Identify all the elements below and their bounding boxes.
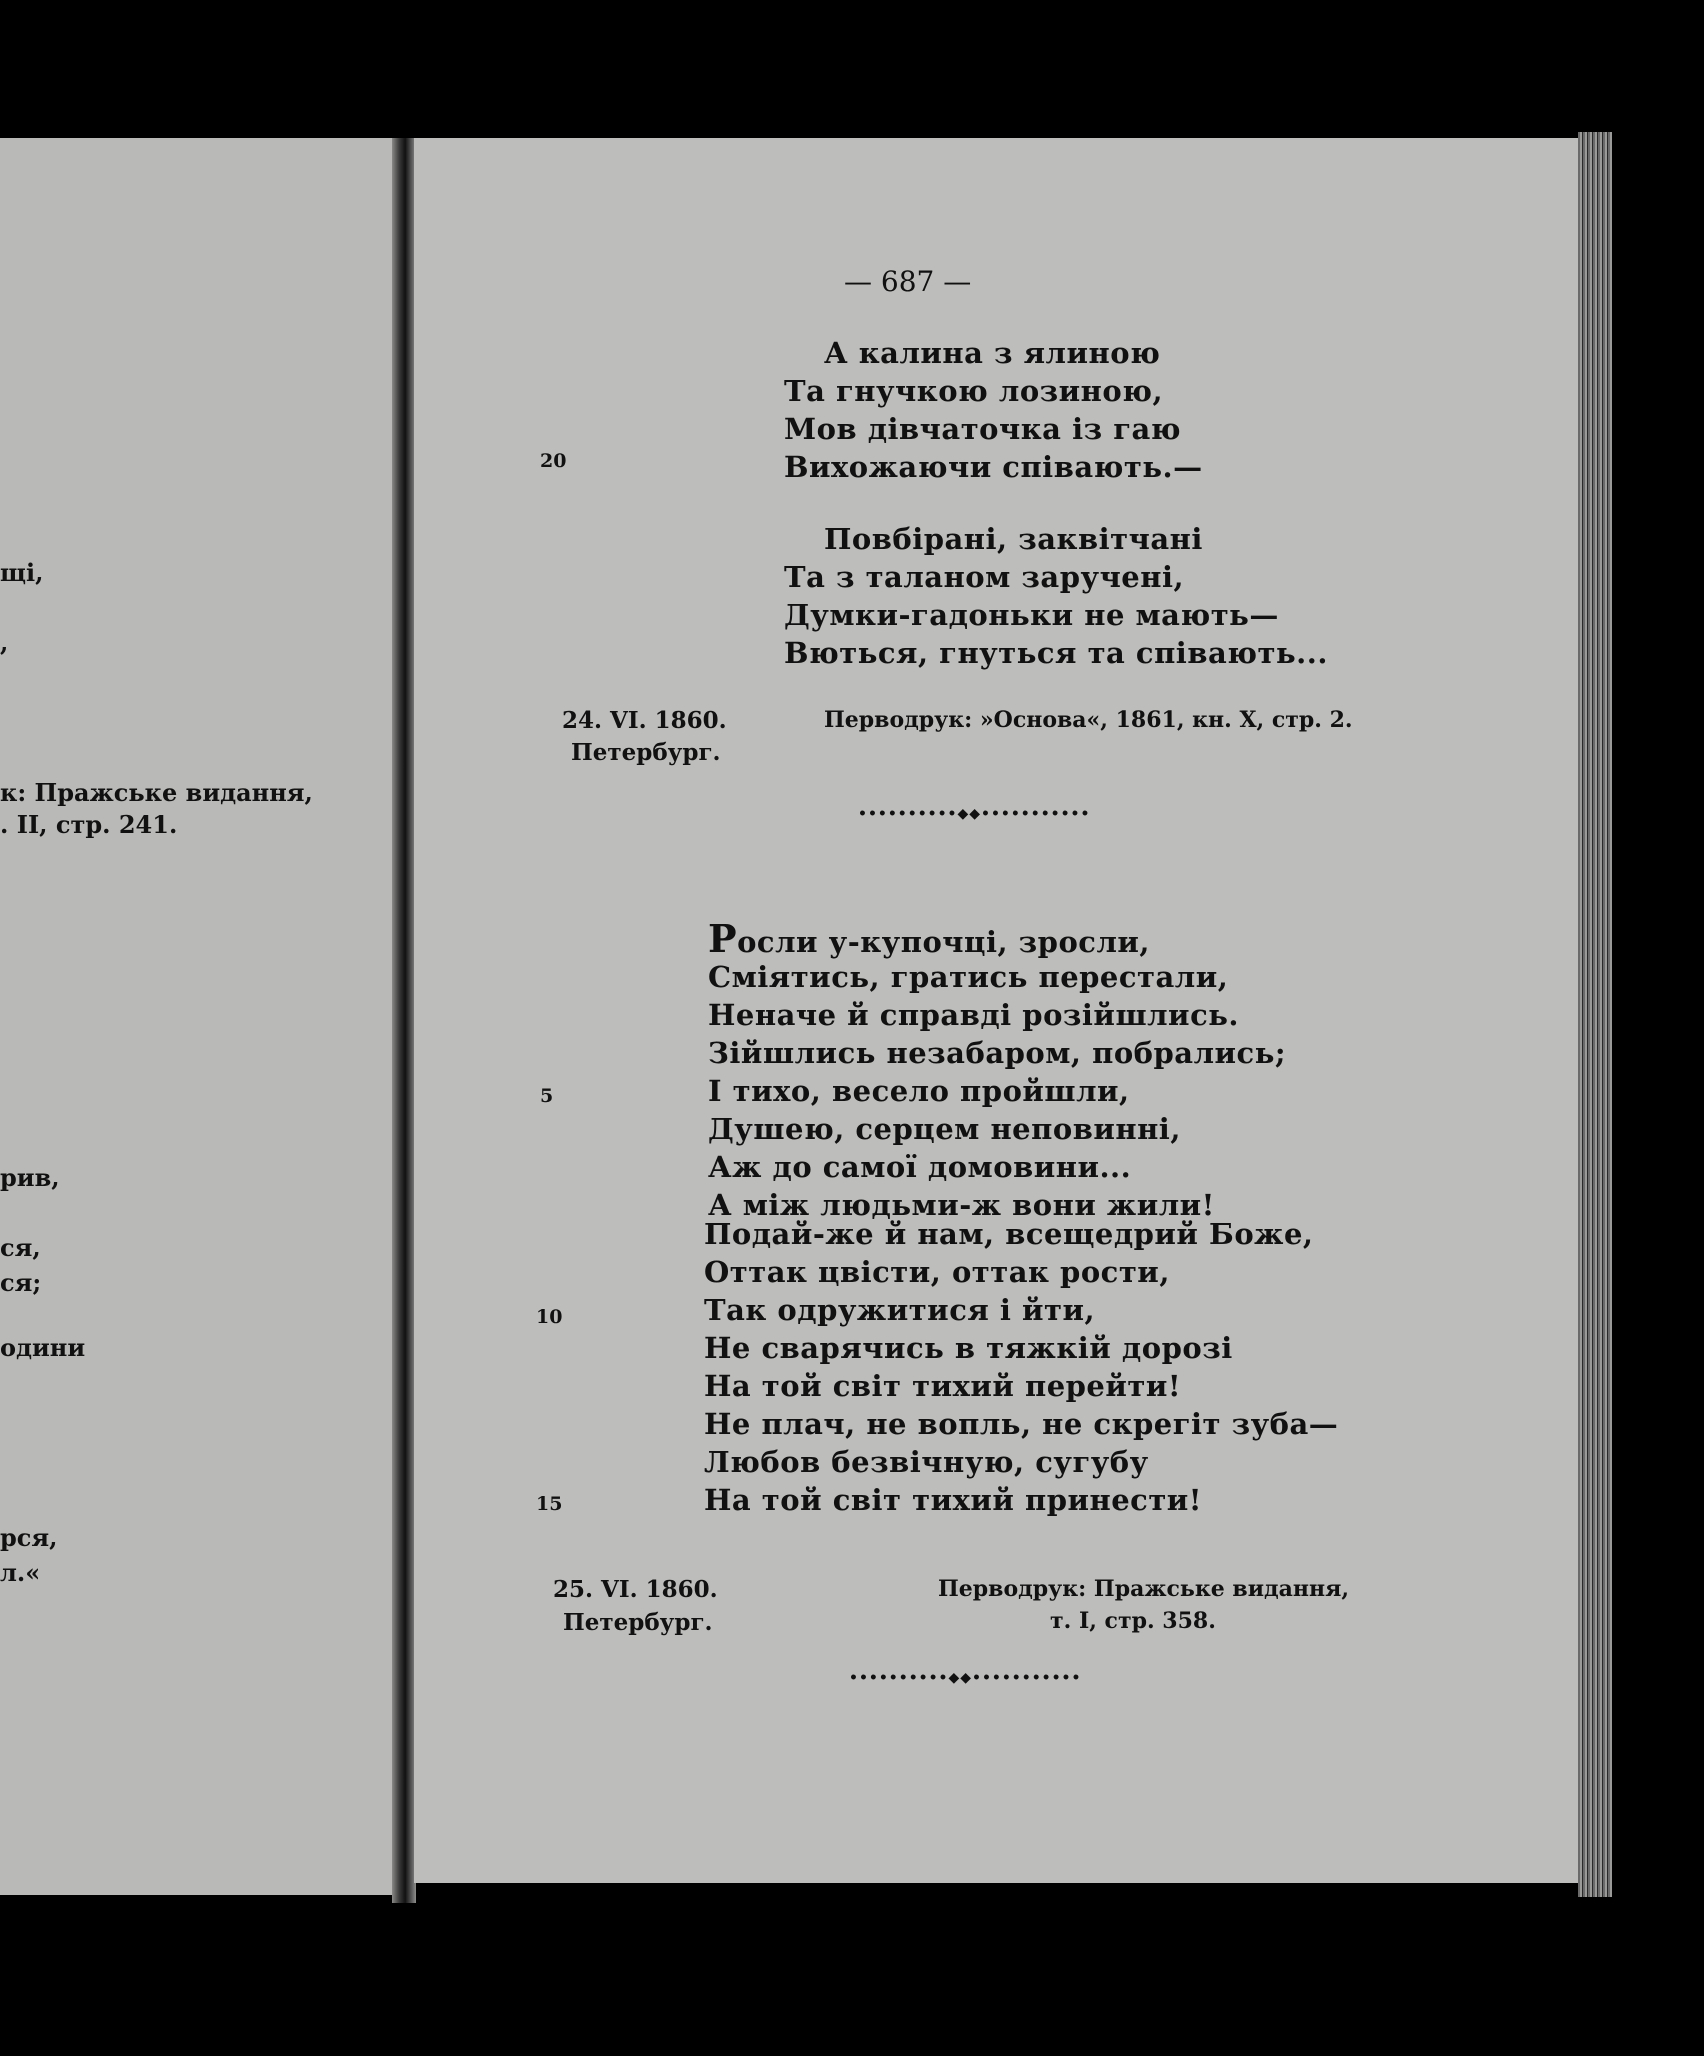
verse-line: Подай-же й нам, всещедрий Боже, [704, 1217, 1314, 1251]
verse-line: І тихо, весело пройшли, [708, 1074, 1130, 1108]
poem2-source-line1: Перводрук: Пражське видання, [938, 1576, 1350, 1602]
line-number: 20 [540, 450, 567, 472]
verse-line: Оттак цвісти, оттак рости, [704, 1255, 1170, 1289]
verse-line: На той світ тихий принести! [704, 1483, 1203, 1517]
line-number: 10 [536, 1306, 563, 1328]
section-separator: ••••••••••◆◆••••••••••• [858, 806, 1091, 822]
verse-line: Повбірані, заквітчані [824, 522, 1203, 556]
left-fragment: . II, стр. 241. [0, 810, 178, 839]
poem2-stanza1 [708, 916, 1287, 1224]
verse-line: Не плач, не вопль, не скрегіт зуба— [704, 1407, 1339, 1441]
verse-line: Вються, гнуться та співають... [784, 636, 1328, 670]
left-fragment: ся, [0, 1233, 41, 1262]
left-fragment: рся, [0, 1523, 58, 1552]
verse-line: Та гнучкою лозиною, [784, 374, 1164, 408]
verse-line: На той світ тихий перейти! [704, 1369, 1182, 1403]
left-fragment: ся; [0, 1268, 42, 1297]
verse-line: А між людьми-ж вони жили! [708, 1188, 1215, 1222]
verse-line: Вихожаючи співають.— [784, 450, 1203, 484]
verse-line: Думки-гадоньки не мають— [784, 598, 1279, 632]
verse-line: Зійшлись незабаром, побрались; [708, 1036, 1287, 1070]
page-edges [1578, 132, 1612, 1897]
left-fragment: щі, [0, 558, 44, 587]
left-fragment: одини [0, 1333, 86, 1362]
poem2-stanza2 [704, 1215, 1338, 1519]
page-number: — 687 — [844, 265, 972, 298]
verse-line: Не сварячись в тяжкій дорозі [704, 1331, 1233, 1365]
left-fragment: рив, [0, 1163, 60, 1192]
left-fragment: к: Пражське видання, [0, 778, 313, 807]
poem2-source-line2: т. I, стр. 358. [1050, 1608, 1216, 1634]
poem1-stanza2 [784, 520, 1328, 672]
line-number: 15 [536, 1493, 563, 1515]
verse-line: Любов безвічную, сугубу [704, 1445, 1149, 1479]
first-line-rest: осли у-купочці, зросли, [737, 925, 1151, 959]
verse-line: Мов дівчаточка із гаю [784, 412, 1181, 446]
drop-cap: Р [708, 916, 738, 961]
poem2-date: 25. VI. 1860. [553, 1576, 718, 1603]
verse-line: Аж до самої домовини... [708, 1150, 1132, 1184]
book-gutter [392, 138, 416, 1903]
verse-line: Так одружитися і йти, [704, 1293, 1096, 1327]
poem2-place: Петербург. [563, 1609, 713, 1636]
left-page [0, 138, 398, 1895]
section-separator: ••••••••••◆◆••••••••••• [849, 1670, 1082, 1686]
poem1-source: Перводрук: »Основа«, 1861, кн. X, стр. 2. [824, 707, 1353, 733]
verse-line: Та з таланом заручені, [784, 560, 1185, 594]
poem1-place: Петербург. [571, 739, 721, 766]
right-page [414, 138, 1592, 1883]
verse-line: А калина з ялиною [824, 336, 1161, 370]
poem1-stanza1 [784, 334, 1203, 486]
verse-line [708, 916, 1286, 961]
left-fragment: , [0, 628, 9, 657]
verse-line: Сміятись, гратись перестали, [708, 960, 1229, 994]
left-fragment: л.« [0, 1558, 41, 1587]
line-number: 5 [540, 1085, 554, 1107]
verse-line: Душею, серцем неповинні, [708, 1112, 1181, 1146]
verse-line: Неначе й справді розійшлись. [708, 998, 1240, 1032]
poem1-date: 24. VI. 1860. [562, 707, 727, 734]
